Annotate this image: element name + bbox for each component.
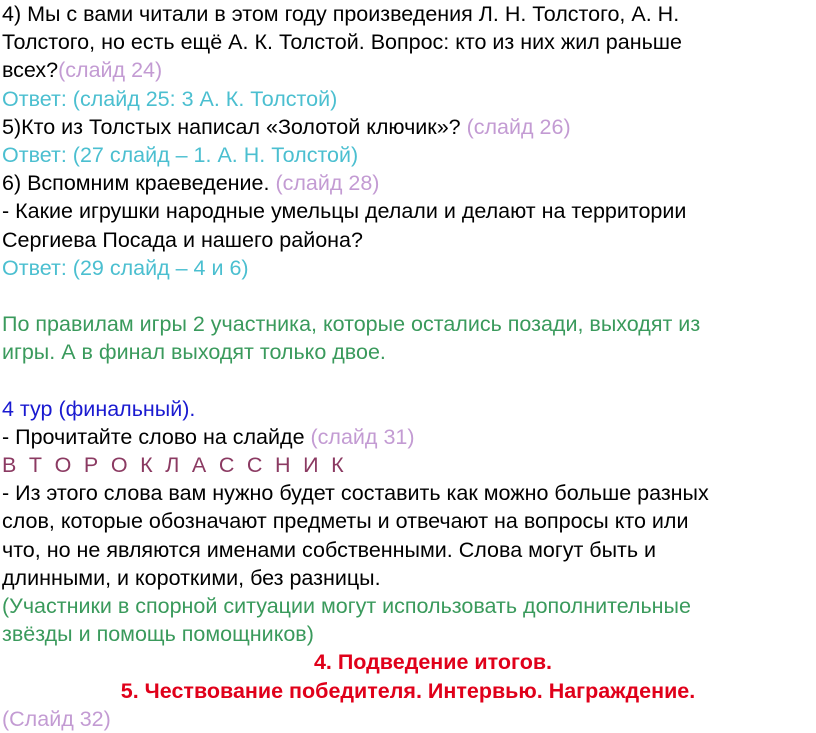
round-4-read-text: - Прочитайте слово на слайде xyxy=(2,424,311,449)
round-4-task-3: что, но не являются именами собственными. Слова могут быть и xyxy=(2,537,657,562)
round-4-read xyxy=(2,423,814,451)
answer-4: Ответ: (слайд 25: 3 А. К. Толстой) xyxy=(2,86,338,111)
answer-6: Ответ: (29 слайд – 4 и 6) xyxy=(2,255,249,280)
target-word: В Т О Р О К Л А С С Н И К xyxy=(2,453,347,477)
round-4-note-2: звёзды и помощь помощников) xyxy=(2,622,314,647)
heading-winner: 5. Чествование победителя. Интервью. Награждение. xyxy=(120,678,696,703)
round-4-note-1: (Участники в спорной ситуации могут использовать дополнительные xyxy=(2,593,691,618)
slide-ref-32: (Слайд 32) xyxy=(2,706,111,731)
question-5-text: 5)Кто из Толстых написал «Золотой ключик»? xyxy=(2,114,467,139)
document-body xyxy=(2,0,814,733)
question-4-line-2: Толстого, но есть ещё А. К. Толстой. Вопрос: кто из них жил раньше xyxy=(2,30,682,55)
question-4-line-1: 4) Мы с вами читали в этом году произведения Л. Н. Толстого, А. Н. xyxy=(2,2,680,26)
question-6-line-1: - Какие игрушки народные умельцы делали и делают на территории xyxy=(2,199,687,224)
heading-summary: 4. Подведение итогов. xyxy=(313,650,553,675)
answer-5: Ответ: (27 слайд – 1. А. Н. Толстой) xyxy=(2,142,359,167)
rules-line-1: По правилам игры 2 участника, которые остались позади, выходят из xyxy=(2,312,701,337)
slide-ref-31: (слайд 31) xyxy=(310,424,415,449)
round-4-task-1: - Из этого слова вам нужно будет составить как можно больше разных xyxy=(2,481,709,506)
slide-ref-24: (слайд 24) xyxy=(58,58,163,83)
round-4-title: 4 тур (финальный). xyxy=(2,396,196,421)
round-4-task-4: длинными, и короткими, без разницы. xyxy=(2,565,381,590)
slide-ref-26: (слайд 26) xyxy=(466,114,571,139)
spacer xyxy=(2,282,814,310)
question-4-line-3 xyxy=(2,56,814,84)
question-4-text-end: всех? xyxy=(2,58,59,83)
slide-ref-28: (слайд 28) xyxy=(275,171,380,196)
rules-line-2: игры. А в финал выходят только двое. xyxy=(2,340,386,365)
round-4-task-2: слов, которые обозначают предметы и отвечают на вопросы кто или xyxy=(2,509,689,534)
question-5 xyxy=(2,113,814,141)
question-6 xyxy=(2,169,814,197)
question-6-text: 6) Вспомним краеведение. xyxy=(2,171,276,196)
question-6-line-2: Сергиева Посада и нашего района? xyxy=(2,227,363,252)
spacer xyxy=(2,366,814,394)
